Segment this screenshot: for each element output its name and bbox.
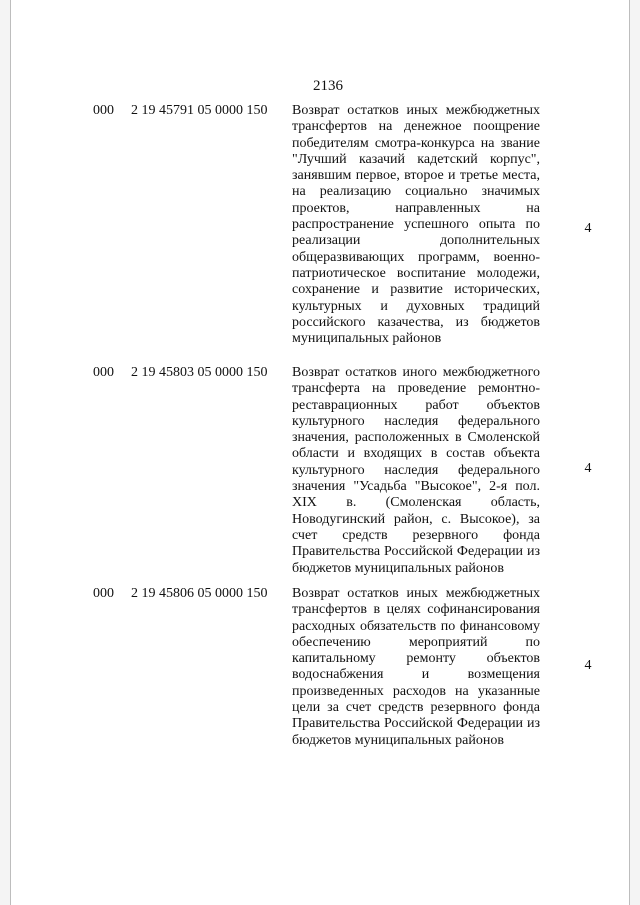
table-row	[93, 103, 613, 365]
amount-value: 4	[584, 461, 592, 476]
revenue-description: Возврат остатков иных межбюджетных трансфертов в целях софинансирования расходных обязательств по финансовому обеспечению мероприятий по капитальному ремонту объектов водоснабжения и возмещения произведенных расходов на указанные цели за счет средств резервного фонда Правительства Российской Федерации из бюджетов муниципальных районов	[292, 586, 540, 748]
revenue-description: Возврат остатков иного межбюджетного трансферта на проведение ремонтно-реставрационных работ объектов культурного наследия федерального значения, расположенных в Смоленской области и входящих в состав объекта культурного наследия федерального значения "Усадьба "Высокое", 2-я пол. XIX в. (Смоленская область, Новодугинский район, с. Высокое), за счет средств резервного фонда Правительства Российской Федерации из бюджетов муниципальных районов	[292, 365, 540, 576]
budget-classification-code: 2 19 45806 05 0000 150	[131, 586, 268, 601]
amount-value: 4	[584, 658, 592, 673]
budget-codes-table	[93, 103, 613, 766]
table-row	[93, 586, 613, 766]
admin-code: 000	[93, 365, 114, 380]
page-number: 2136	[313, 78, 343, 94]
revenue-description: Возврат остатков иных межбюджетных трансфертов на денежное поощрение победителям смотра-конкурса на звание "Лучший казачий кадетский корпус", занявшим первое, второе и третье места, на реализацию социально значимых проектов, направленных на распространение успешного опыта по реализации дополнительных общеразвивающих программ, военно-патриотическое воспитание молодежи, сохранение и развитие исторических, культурных и духовных традиций российского казачества, из бюджетов муниципальных районов	[292, 103, 540, 347]
budget-classification-code: 2 19 45791 05 0000 150	[131, 103, 268, 118]
amount-value: 4	[584, 221, 592, 236]
budget-classification-code: 2 19 45803 05 0000 150	[131, 365, 268, 380]
admin-code: 000	[93, 586, 114, 601]
table-row	[93, 365, 613, 586]
admin-code: 000	[93, 103, 114, 118]
document-page	[10, 0, 630, 905]
